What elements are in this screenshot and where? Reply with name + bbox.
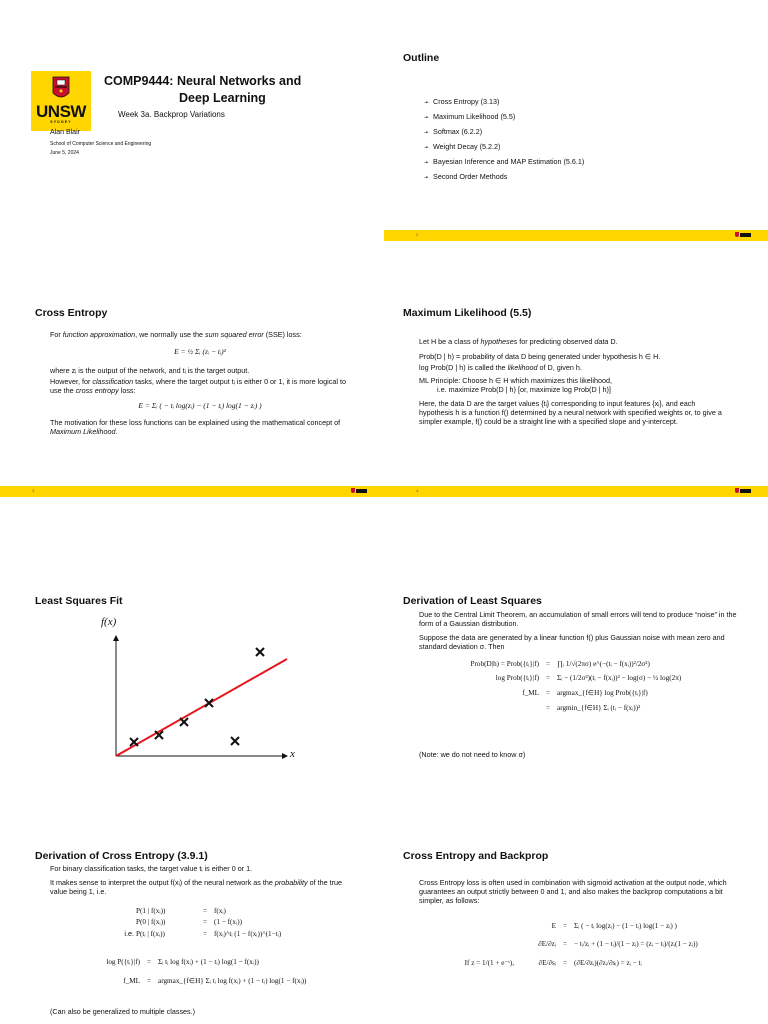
outline-item-label: Second Order Methods bbox=[433, 172, 508, 181]
slide-least-squares-fit bbox=[0, 512, 384, 768]
equation-rhs: (∂E/∂zᵢ)(∂zᵢ/∂sᵢ) = zᵢ − tᵢ bbox=[574, 958, 642, 967]
outline-list bbox=[424, 94, 584, 184]
equals-sign: = bbox=[545, 703, 551, 712]
text-span: of the true value being 1, i.e. bbox=[50, 878, 342, 896]
logo-subtext: SYDNEY bbox=[50, 120, 72, 124]
equation-rhs: − tᵢ/zᵢ + (1 − tᵢ)/(1 − zᵢ) = (zᵢ − tᵢ)/(zᵢ(1 − zᵢ)) bbox=[574, 940, 698, 948]
equals-sign: = bbox=[562, 940, 568, 948]
cross-entropy-equation: E = Σᵢ ( − tᵢ log(zᵢ) − (1 − tᵢ) log(1 − zᵢ) ) bbox=[138, 401, 262, 410]
course-title-line1: COMP9444: Neural Networks and bbox=[104, 74, 302, 88]
equation-rhs: f(xᵢ)^tᵢ (1 − f(xᵢ))^(1−tᵢ) bbox=[214, 929, 282, 938]
slide-outline bbox=[384, 0, 768, 256]
paragraph: Cross Entropy loss is often used in combination with sigmoid activation at the output node, which guarantees an output strictly between 0 and 1, and also makes the backprop computations a bit simpler, as follows: bbox=[419, 878, 727, 905]
equals-sign: = bbox=[562, 958, 568, 967]
equation-block bbox=[419, 660, 757, 712]
slide-body bbox=[50, 330, 350, 438]
equals-sign: = bbox=[545, 674, 551, 682]
equation-rhs: argmax_{f∈H} Σᵢ tᵢ log f(xᵢ) + (1 − tᵢ) log(1 − f(xᵢ)) bbox=[158, 977, 307, 985]
unsw-mini-logo-icon bbox=[350, 487, 368, 495]
text-span: However, for bbox=[50, 377, 93, 386]
paragraph bbox=[419, 363, 729, 372]
slide-cross-entropy-backprop bbox=[384, 768, 768, 1024]
lecture-subtitle: Week 3a. Backprop Variations bbox=[118, 110, 225, 119]
outline-item-label: Softmax (6.2.2) bbox=[433, 127, 483, 136]
equals-sign: = bbox=[202, 907, 208, 915]
unsw-mini-logo-icon bbox=[734, 487, 752, 495]
arrow-bullet-icon: ➛ bbox=[424, 145, 430, 151]
slide-title bbox=[0, 0, 384, 256]
text-span: , we normally use the bbox=[135, 330, 206, 339]
equals-sign: = bbox=[202, 929, 208, 938]
text-span: For bbox=[50, 330, 63, 339]
data-point-marker bbox=[256, 648, 264, 656]
equation-rhs: f(xᵢ) bbox=[214, 907, 226, 915]
equation-block bbox=[110, 907, 354, 938]
equation-lhs: P(0 | f(xᵢ)) bbox=[136, 918, 166, 926]
equals-sign: = bbox=[545, 660, 551, 668]
emphasis: sum squared error bbox=[205, 330, 264, 339]
outline-item-label: Weight Decay (5.2.2) bbox=[433, 142, 501, 151]
outline-item-label: Cross Entropy (3.13) bbox=[433, 97, 500, 106]
slide-title: Derivation of Least Squares bbox=[403, 595, 542, 607]
data-point-marker bbox=[180, 718, 188, 726]
equation-rhs: ∏ᵢ 1/√(2πσ) e^(−(tᵢ − f(xᵢ))²/2σ²) bbox=[557, 660, 650, 668]
slide-footer bbox=[384, 230, 768, 241]
arrow-bullet-icon: ➛ bbox=[424, 160, 430, 166]
equation-rhs: Σᵢ ( − tᵢ log(zᵢ) − (1 − tᵢ) log(1 − zᵢ) ) bbox=[574, 922, 677, 930]
page-number: 2 bbox=[416, 232, 419, 237]
equation-lhs: Prob(D|h) = Prob({tᵢ}|f) bbox=[470, 660, 539, 668]
slide-title: Outline bbox=[403, 52, 440, 64]
author-name: Alan Blair bbox=[50, 129, 80, 136]
equation-rhs: Σᵢ tᵢ log f(xᵢ) + (1 − tᵢ) log(1 − f(xᵢ)) bbox=[158, 958, 259, 966]
emphasis: probability bbox=[274, 878, 308, 887]
text-span: The motivation for these loss functions can be explained using the mathematical concept of bbox=[50, 418, 341, 427]
equation-lhs: log P({tᵢ}|f) bbox=[106, 958, 140, 966]
equals-sign: = bbox=[545, 688, 551, 697]
paragraph bbox=[50, 377, 350, 395]
text-span: D. bbox=[608, 337, 618, 346]
slide-maximum-likelihood bbox=[384, 256, 768, 512]
school-name: School of Computer Science and Engineering bbox=[50, 141, 152, 147]
list-item bbox=[424, 154, 584, 169]
text-span: Let H be a class of bbox=[419, 337, 481, 346]
paragraph bbox=[50, 418, 350, 436]
arrow-bullet-icon: ➛ bbox=[424, 130, 430, 136]
list-item bbox=[424, 94, 584, 109]
equation-lhs: E bbox=[551, 922, 556, 930]
emphasis: hypotheses bbox=[480, 337, 518, 346]
equation-rhs: Σᵢ − (1/2σ²)(tᵢ − f(xᵢ))² − log(σ) − ½ log(2π) bbox=[557, 674, 682, 682]
paragraph bbox=[419, 337, 729, 346]
outline-item-label: Bayesian Inference and MAP Estimation (5.6.1) bbox=[433, 157, 585, 166]
arrow-bullet-icon: ➛ bbox=[424, 100, 430, 106]
sse-equation: E = ½ Σᵢ (zᵢ − tᵢ)² bbox=[174, 347, 226, 356]
slide-body bbox=[419, 337, 729, 428]
emphasis: cross entropy bbox=[75, 386, 119, 395]
emphasis: classification bbox=[92, 377, 134, 386]
equation-rhs: argmax_{f∈H} log Prob({tᵢ}|f) bbox=[557, 689, 648, 697]
list-item bbox=[424, 109, 584, 124]
slide-body bbox=[50, 864, 355, 898]
paragraph: ML Principle: Choose h ∈ H which maximizes this likelihood, bbox=[419, 376, 612, 385]
slide-footer bbox=[0, 486, 384, 497]
slide-title: Least Squares Fit bbox=[35, 595, 123, 607]
least-squares-plot bbox=[0, 610, 384, 768]
emphasis: function approximation bbox=[62, 330, 136, 339]
equation-rhs: argmin_{f∈H} Σᵢ (tᵢ − f(xᵢ))² bbox=[557, 704, 641, 712]
paragraph: i.e. maximize Prob(D | h) [or, maximize log Prob(D | h)] bbox=[437, 385, 611, 394]
equation-block bbox=[444, 922, 754, 967]
emphasis: likelihood bbox=[507, 363, 538, 372]
text-span: (SSE) loss: bbox=[263, 330, 302, 339]
note: (Can also be generalized to multiple classes.) bbox=[50, 1007, 196, 1016]
text-span: tasks, where the target output tᵢ is either 0 or 1, it is more logical to use the bbox=[50, 377, 346, 395]
equals-sign: = bbox=[202, 918, 208, 926]
paragraph: Suppose the data are generated by a linear function f() plus Gaussian noise with mean zero and standard deviation σ. Then bbox=[419, 633, 725, 651]
paragraph: where zᵢ is the output of the network, and tᵢ is the target output. bbox=[50, 366, 250, 375]
paragraph: For binary classification tasks, the target value tᵢ is either 0 or 1. bbox=[50, 864, 253, 873]
text-span: . bbox=[115, 427, 118, 436]
emphasis: data bbox=[594, 337, 609, 346]
slide-title: Cross Entropy bbox=[35, 307, 108, 319]
equation-lhs: log Prob({tᵢ}|f) bbox=[495, 674, 539, 682]
text-span: of D, given h. bbox=[537, 363, 582, 372]
equation-lhs: f_ML bbox=[522, 688, 539, 697]
equation-lhs: P(1 | f(xᵢ)) bbox=[136, 907, 166, 915]
paragraph: Prob(D | h) = probability of data D being generated under hypothesis h ∈ H. bbox=[419, 352, 661, 361]
slide-cross-entropy bbox=[0, 256, 384, 512]
equation-lhs: f_ML bbox=[123, 976, 140, 985]
emphasis: Maximum Likelihood bbox=[50, 427, 116, 436]
unsw-mini-logo-icon bbox=[734, 231, 752, 239]
unsw-logo bbox=[31, 71, 91, 131]
arrow-bullet-icon: ➛ bbox=[424, 175, 430, 181]
note: (Note: we do not need to know σ) bbox=[419, 750, 526, 759]
data-point-marker bbox=[205, 699, 213, 707]
list-item bbox=[424, 139, 584, 154]
slide-body bbox=[419, 610, 739, 653]
equation-lhs: ∂E/∂zᵢ bbox=[538, 940, 556, 948]
slide-derivation-cross-entropy bbox=[0, 768, 384, 1024]
list-item bbox=[424, 169, 584, 184]
text-span: It makes sense to interpret the output f(xᵢ) of the neural network as the bbox=[50, 878, 275, 887]
text-span: for predicting observed bbox=[517, 337, 595, 346]
equals-sign: = bbox=[562, 922, 568, 930]
data-point-marker bbox=[231, 737, 239, 745]
arrow-bullet-icon: ➛ bbox=[424, 115, 430, 121]
equation-lhs: ∂E/∂sᵢ bbox=[538, 958, 556, 967]
slide-footer bbox=[384, 486, 768, 497]
equation-rhs: (1 − f(xᵢ)) bbox=[214, 918, 242, 926]
y-axis-label: f(x) bbox=[101, 616, 117, 628]
paragraph: Due to the Central Limit Theorem, an accumulation of small errors will tend to produce “noise” in the form of a Gaussian distribution. bbox=[419, 610, 737, 628]
equation-lhs: P(tᵢ | f(xᵢ)) bbox=[136, 929, 165, 938]
slide-title: Cross Entropy and Backprop bbox=[403, 850, 549, 862]
paragraph bbox=[50, 878, 355, 896]
equals-sign: = bbox=[146, 958, 152, 966]
outline-item-label: Maximum Likelihood (5.5) bbox=[433, 112, 516, 121]
text-span: loss: bbox=[118, 386, 136, 395]
course-title-line2: Deep Learning bbox=[179, 91, 266, 105]
slide-title: Derivation of Cross Entropy (3.9.1) bbox=[35, 850, 208, 862]
list-item bbox=[424, 124, 584, 139]
page-number: 4 bbox=[416, 488, 419, 493]
logo-text: UNSW bbox=[36, 102, 86, 121]
equals-sign: = bbox=[146, 976, 152, 985]
fit-line bbox=[116, 659, 287, 756]
course-title bbox=[104, 73, 301, 107]
equation-prefix: If z = 1/(1 + e⁻ˢ), bbox=[464, 959, 514, 967]
slide-title: Maximum Likelihood (5.5) bbox=[403, 307, 532, 319]
equation-block bbox=[60, 958, 378, 985]
text-span: log Prob(D | h) is called the bbox=[419, 363, 508, 372]
equation-prefix: i.e. bbox=[124, 929, 134, 938]
slide-derivation-least-squares bbox=[384, 512, 768, 768]
x-axis-label: x bbox=[290, 748, 295, 760]
paragraph bbox=[50, 330, 350, 339]
date: June 5, 2024 bbox=[50, 150, 79, 156]
paragraph: Here, the data D are the target values {tᵢ} corresponding to input features {xᵢ}, and each hypothesis h is a function f() determined by a neural network with specified weights or, to give a simpler example, f() could be a straight line with a specified slope and y-intercept. bbox=[419, 399, 722, 426]
slide-body bbox=[419, 878, 737, 907]
page-number: 3 bbox=[32, 488, 35, 493]
